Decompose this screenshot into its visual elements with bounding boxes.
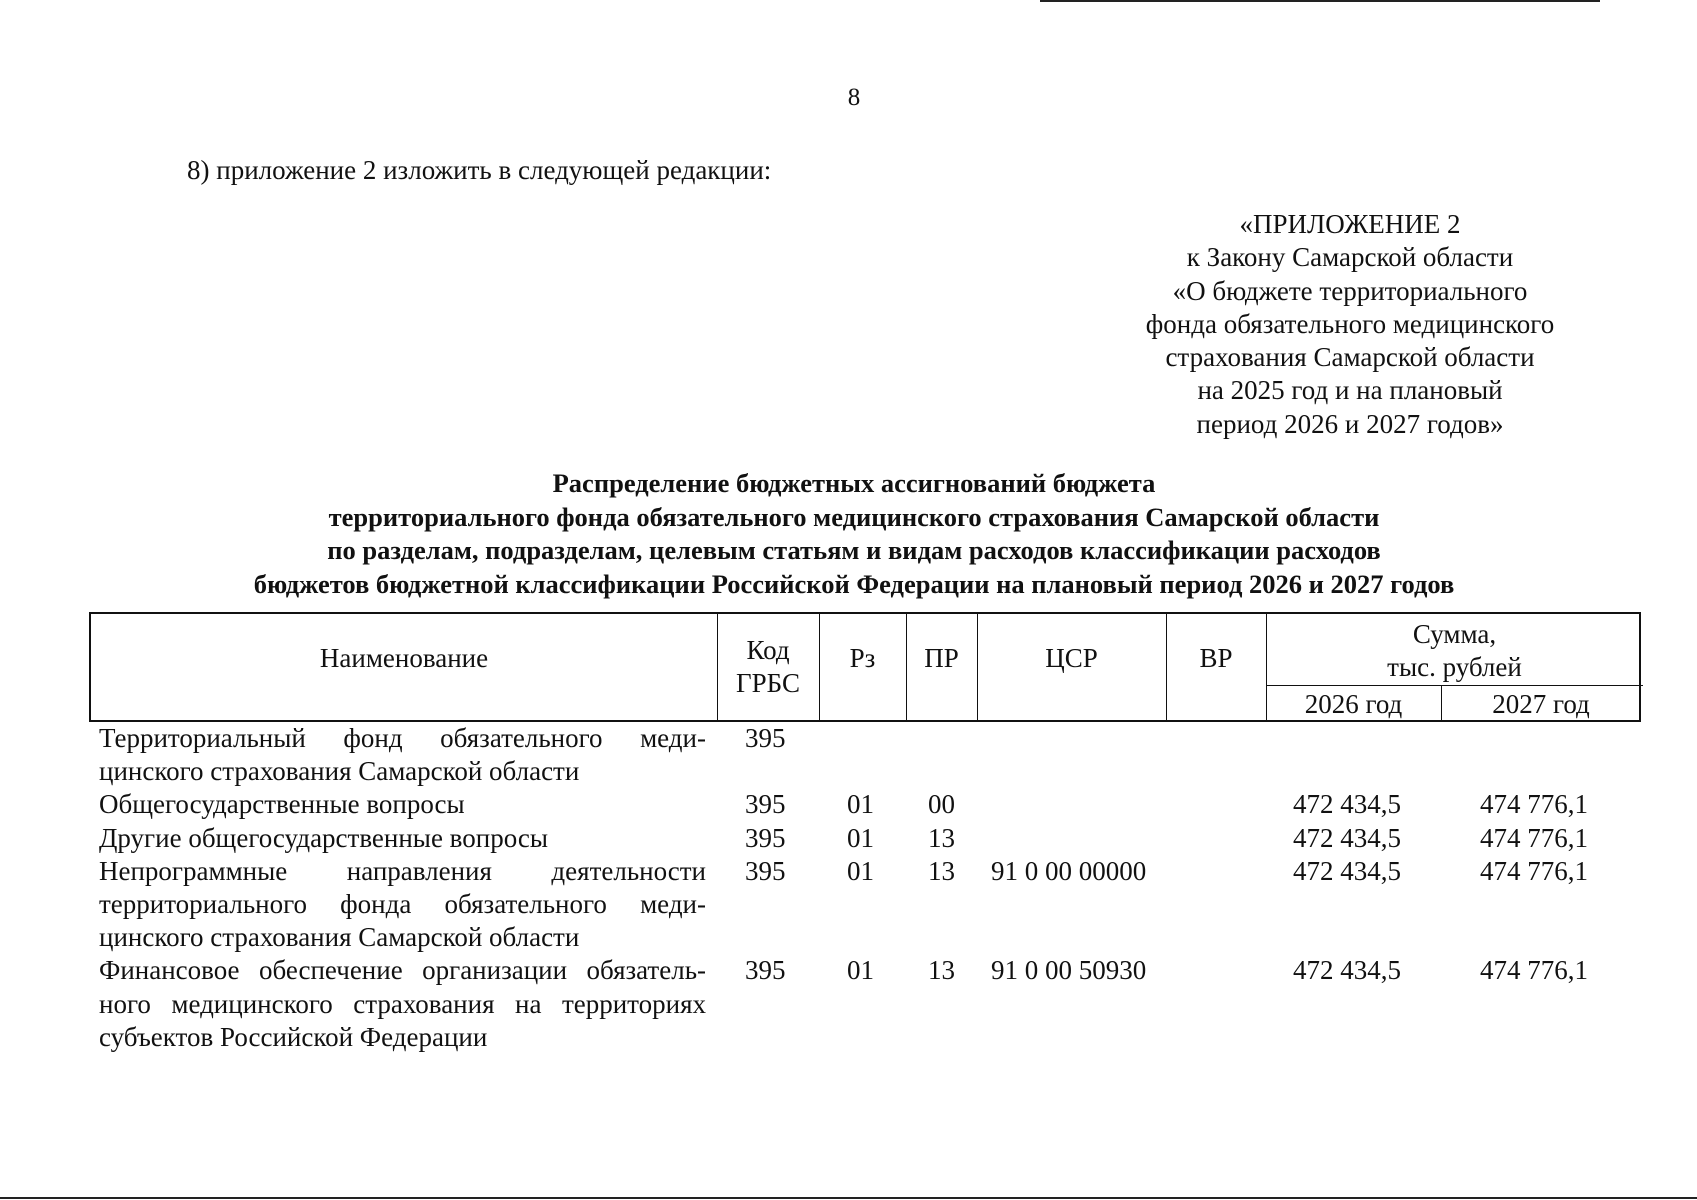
title-line: по разделам, подразделам, целевым статьям и видам расходов классификации расходов — [327, 535, 1381, 565]
amendment-instruction: 8) приложение 2 изложить в следующей редакции: — [187, 155, 772, 185]
annex-heading — [1100, 208, 1600, 441]
row-rz: 01 — [847, 789, 874, 820]
header-sum-line2: тыс. рублей — [1387, 652, 1522, 682]
header-grbs-line1: Код — [746, 635, 790, 665]
row-name-line: цинского страхования Самарской области — [99, 922, 580, 953]
annex-line: страхования Самарской области — [1165, 342, 1535, 373]
header-rz: Рз — [849, 643, 876, 673]
row-name-line: Территориальный фонд обязательного меди- — [99, 723, 706, 753]
table-row — [0, 788, 1697, 821]
annex-line: фонда обязательного медицинского — [1145, 308, 1555, 339]
row-name-line: субъектов Российской Федерации — [99, 1021, 488, 1052]
annex-line: на 2025 год и на плановый — [1197, 375, 1503, 406]
row-rz: 01 — [847, 855, 874, 886]
table-header — [89, 612, 1641, 722]
row-pr: 00 — [928, 789, 955, 820]
page-number: 8 — [847, 84, 861, 111]
row-amount-2026: 472 434,5 — [1293, 789, 1401, 820]
row-pr: 13 — [928, 855, 955, 886]
row-grbs: 395 — [745, 789, 786, 820]
row-grbs: 395 — [745, 723, 786, 753]
row-amount-2027: 474 776,1 — [1480, 955, 1588, 986]
row-name — [99, 722, 706, 788]
row-name-line: Непрограммные направления деятельности — [99, 855, 706, 886]
row-grbs: 395 — [745, 822, 786, 853]
bottom-border-line — [0, 1197, 1697, 1199]
annex-line: к Закону Самарской области — [1186, 242, 1514, 273]
row-name-line: Финансовое обеспечение организации обязатель- — [99, 955, 706, 986]
title-line: территориального фонда обязательного медицинского страхования Самарской области — [328, 501, 1380, 532]
row-rz: 01 — [847, 955, 874, 986]
table-row — [0, 722, 1697, 788]
row-grbs: 395 — [745, 955, 786, 986]
row-csr: 91 0 00 50930 — [991, 955, 1147, 986]
header-csr: ЦСР — [1045, 643, 1098, 673]
row-name — [99, 954, 706, 1054]
header-vr: ВР — [1199, 643, 1233, 673]
top-border-line — [1040, 0, 1600, 2]
row-amount-2027: 474 776,1 — [1480, 789, 1588, 820]
header-pr: ПР — [924, 643, 959, 673]
header-sum — [1266, 618, 1643, 684]
table-row — [0, 855, 1697, 955]
row-amount-2026: 472 434,5 — [1293, 855, 1401, 886]
row-grbs: 395 — [745, 855, 786, 886]
header-year-2027: 2027 год — [1492, 689, 1590, 719]
annex-line: «ПРИЛОЖЕНИЕ 2 — [1239, 209, 1461, 239]
row-amount-2027: 474 776,1 — [1480, 822, 1588, 853]
row-pr: 13 — [928, 822, 955, 853]
header-sum-line1: Сумма, — [1412, 619, 1497, 649]
table-row — [0, 954, 1697, 1054]
row-name-line: цинского страхования Самарской области — [99, 756, 580, 787]
row-name-line: Общегосударственные вопросы — [99, 789, 465, 820]
row-name-line: территориального фонда обязательного меди- — [99, 889, 706, 920]
header-year-2026: 2026 год — [1304, 689, 1403, 719]
document-title — [0, 467, 1697, 601]
header-grbs — [717, 634, 819, 700]
row-csr: 91 0 00 00000 — [991, 855, 1147, 886]
row-rz: 01 — [847, 822, 874, 853]
row-pr: 13 — [928, 955, 955, 986]
table-row — [0, 822, 1697, 855]
row-amount-2027: 474 776,1 — [1480, 855, 1588, 886]
title-line: бюджетов бюджетной классификации Российской Федерации на плановый период 2026 и 2027 годов — [253, 568, 1455, 599]
annex-line: период 2026 и 2027 годов» — [1196, 408, 1504, 439]
header-name: Наименование — [319, 643, 489, 673]
row-name-line: ного медицинского страхования на территориях — [99, 988, 706, 1019]
row-name — [99, 788, 706, 821]
row-amount-2026: 472 434,5 — [1293, 955, 1401, 986]
row-name — [99, 822, 706, 855]
row-amount-2026: 472 434,5 — [1293, 822, 1401, 853]
row-name — [99, 855, 706, 955]
header-grbs-line2: ГРБС — [736, 668, 800, 698]
title-line: Распределение бюджетных ассигнований бюджета — [552, 468, 1156, 498]
annex-line: «О бюджете территориального — [1172, 275, 1528, 306]
table-body — [0, 722, 1697, 1054]
sum-header-divider — [1266, 685, 1643, 686]
row-name-line: Другие общегосударственные вопросы — [99, 822, 548, 853]
